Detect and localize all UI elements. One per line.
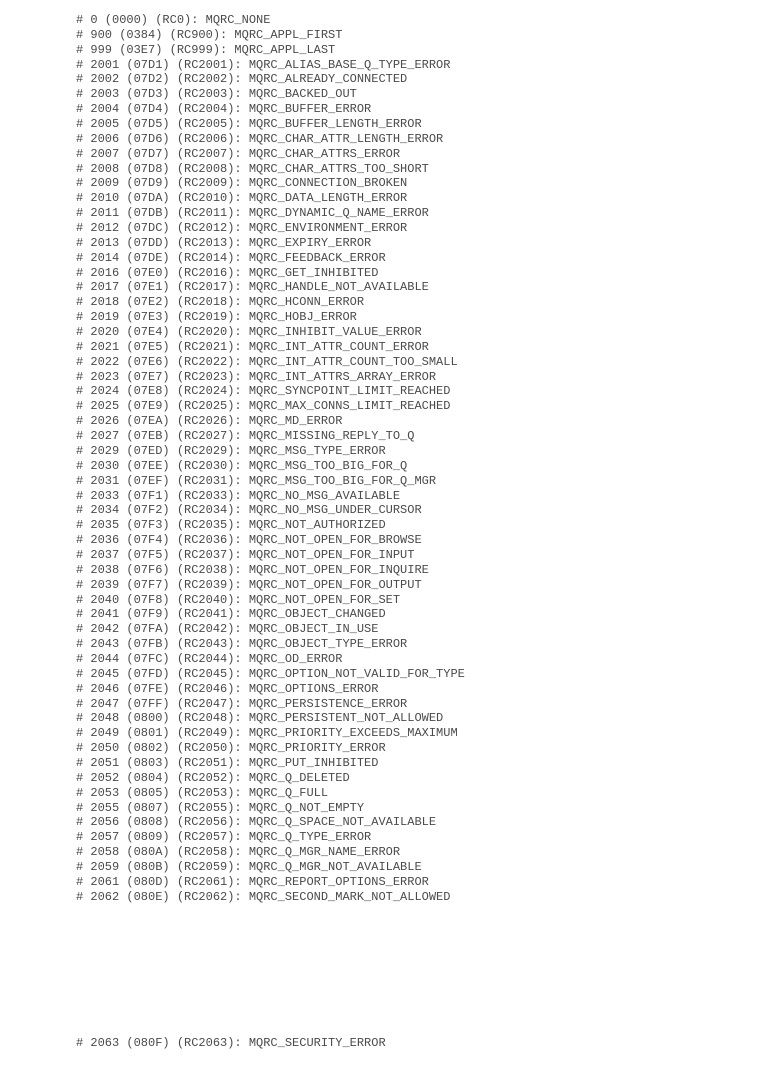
reason-code-listing: [76, 13, 756, 905]
listing-line: # 2012 (07DC) (RC2012): MQRC_ENVIRONMENT_ERROR: [76, 221, 408, 236]
listing-line: # 900 (0384) (RC900): MQRC_APPL_FIRST: [76, 27, 343, 42]
listing-line: # 2029 (07ED) (RC2029): MQRC_MSG_TYPE_ERROR: [76, 443, 386, 458]
listing-line: # 2038 (07F6) (RC2038): MQRC_NOT_OPEN_FOR_INQUIRE: [76, 562, 429, 577]
listing-line: # 2051 (0803) (RC2051): MQRC_PUT_INHIBITED: [76, 755, 379, 770]
listing-line: # 2014 (07DE) (RC2014): MQRC_FEEDBACK_ERROR: [76, 250, 386, 265]
listing-line: # 2050 (0802) (RC2050): MQRC_PRIORITY_ERROR: [76, 741, 386, 756]
listing-line: # 0 (0000) (RC0): MQRC_NONE: [76, 13, 271, 27]
listing-line: # 2009 (07D9) (RC2009): MQRC_CONNECTION_BROKEN: [76, 176, 408, 191]
listing-line: # 2010 (07DA) (RC2010): MQRC_DATA_LENGTH_ERROR: [76, 191, 408, 206]
listing-line: # 2059 (080B) (RC2059): MQRC_Q_MGR_NOT_AVAILABLE: [76, 859, 422, 874]
listing-line: # 2047 (07FF) (RC2047): MQRC_PERSISTENCE_ERROR: [76, 696, 408, 711]
listing-line: # 2039 (07F7) (RC2039): MQRC_NOT_OPEN_FOR_OUTPUT: [76, 577, 422, 592]
listing-line: # 2013 (07DD) (RC2013): MQRC_EXPIRY_ERROR: [76, 235, 372, 250]
listing-line: # 2018 (07E2) (RC2018): MQRC_HCONN_ERROR: [76, 295, 365, 310]
listing-line: # 2004 (07D4) (RC2004): MQRC_BUFFER_ERROR: [76, 102, 372, 117]
listing-line: # 2036 (07F4) (RC2036): MQRC_NOT_OPEN_FOR_BROWSE: [76, 533, 422, 548]
listing-line: # 2021 (07E5) (RC2021): MQRC_INT_ATTR_COUNT_ERROR: [76, 339, 429, 354]
listing-line: # 2043 (07FB) (RC2043): MQRC_OBJECT_TYPE_ERROR: [76, 637, 408, 652]
listing-line: # 2052 (0804) (RC2052): MQRC_Q_DELETED: [76, 770, 350, 785]
listing-line: # 2061 (080D) (RC2061): MQRC_REPORT_OPTIONS_ERROR: [76, 874, 429, 889]
listing-line: # 2005 (07D5) (RC2005): MQRC_BUFFER_LENGTH_ERROR: [76, 117, 422, 132]
listing-line: # 2006 (07D6) (RC2006): MQRC_CHAR_ATTR_LENGTH_ERROR: [76, 131, 444, 146]
listing-line: # 2058 (080A) (RC2058): MQRC_Q_MGR_NAME_ERROR: [76, 845, 401, 860]
listing-line: # 2048 (0800) (RC2048): MQRC_PERSISTENT_NOT_ALLOWED: [76, 711, 444, 726]
listing-line: # 2017 (07E1) (RC2017): MQRC_HANDLE_NOT_AVAILABLE: [76, 280, 429, 295]
listing-line: # 2016 (07E0) (RC2016): MQRC_GET_INHIBITED: [76, 265, 379, 280]
listing-line: # 2001 (07D1) (RC2001): MQRC_ALIAS_BASE_Q_TYPE_ERROR: [76, 57, 451, 72]
listing-line: # 2045 (07FD) (RC2045): MQRC_OPTION_NOT_VALID_FOR_TYPE: [76, 666, 465, 681]
listing-line: # 2062 (080E) (RC2062): MQRC_SECOND_MARK_NOT_ALLOWED: [76, 889, 451, 904]
listing-line: # 2042 (07FA) (RC2042): MQRC_OBJECT_IN_USE: [76, 622, 379, 637]
listing-line: # 2035 (07F3) (RC2035): MQRC_NOT_AUTHORIZED: [76, 518, 386, 533]
listing-line: # 2056 (0808) (RC2056): MQRC_Q_SPACE_NOT_AVAILABLE: [76, 815, 437, 830]
listing-line: # 2027 (07EB) (RC2027): MQRC_MISSING_REPLY_TO_Q: [76, 429, 415, 444]
listing-line: # 2034 (07F2) (RC2034): MQRC_NO_MSG_UNDER_CURSOR: [76, 503, 422, 518]
listing-line: # 2041 (07F9) (RC2041): MQRC_OBJECT_CHANGED: [76, 607, 386, 622]
listing-line: # 2057 (0809) (RC2057): MQRC_Q_TYPE_ERROR: [76, 830, 372, 845]
listing-line: # 2024 (07E8) (RC2024): MQRC_SYNCPOINT_LIMIT_REACHED: [76, 384, 451, 399]
listing-line: # 2019 (07E3) (RC2019): MQRC_HOBJ_ERROR: [76, 310, 357, 325]
listing-line: # 2053 (0805) (RC2053): MQRC_Q_FULL: [76, 785, 329, 800]
listing-line: # 2046 (07FE) (RC2046): MQRC_OPTIONS_ERROR: [76, 681, 379, 696]
listing-line: # 2026 (07EA) (RC2026): MQRC_MD_ERROR: [76, 414, 343, 429]
listing-line: # 2030 (07EE) (RC2030): MQRC_MSG_TOO_BIG_FOR_Q: [76, 458, 408, 473]
listing-line: # 2037 (07F5) (RC2037): MQRC_NOT_OPEN_FOR_INPUT: [76, 547, 415, 562]
reason-code-listing-continued: [76, 1006, 756, 1065]
listing-line: # 2011 (07DB) (RC2011): MQRC_DYNAMIC_Q_NAME_ERROR: [76, 206, 429, 221]
listing-line: # 2040 (07F8) (RC2040): MQRC_NOT_OPEN_FOR_SET: [76, 592, 401, 607]
listing-line: # 2055 (0807) (RC2055): MQRC_Q_NOT_EMPTY: [76, 800, 365, 815]
listing-line: # 2044 (07FC) (RC2044): MQRC_OD_ERROR: [76, 651, 343, 666]
listing-line: # 2020 (07E4) (RC2020): MQRC_INHIBIT_VALUE_ERROR: [76, 325, 422, 340]
listing-line: # 2022 (07E6) (RC2022): MQRC_INT_ATTR_COUNT_TOO_SMALL: [76, 354, 458, 369]
listing-line: # 999 (03E7) (RC999): MQRC_APPL_LAST: [76, 42, 336, 57]
listing-line: # 2063 (080F) (RC2063): MQRC_SECURITY_ERROR: [76, 1035, 386, 1050]
listing-line: # 2023 (07E7) (RC2023): MQRC_INT_ATTRS_ARRAY_ERROR: [76, 369, 437, 384]
listing-line: # 2033 (07F1) (RC2033): MQRC_NO_MSG_AVAILABLE: [76, 488, 401, 503]
listing-line: # 2008 (07D8) (RC2008): MQRC_CHAR_ATTRS_TOO_SHORT: [76, 161, 429, 176]
listing-line: # 2031 (07EF) (RC2031): MQRC_MSG_TOO_BIG_FOR_Q_MGR: [76, 473, 437, 488]
listing-line: # 2003 (07D3) (RC2003): MQRC_BACKED_OUT: [76, 87, 357, 102]
listing-line: # 2049 (0801) (RC2049): MQRC_PRIORITY_EXCEEDS_MAXIMUM: [76, 726, 458, 741]
listing-line: # 2002 (07D2) (RC2002): MQRC_ALREADY_CONNECTED: [76, 72, 408, 87]
listing-line: # 2007 (07D7) (RC2007): MQRC_CHAR_ATTRS_ERROR: [76, 146, 401, 161]
listing-line: # 2025 (07E9) (RC2025): MQRC_MAX_CONNS_LIMIT_REACHED: [76, 399, 451, 414]
